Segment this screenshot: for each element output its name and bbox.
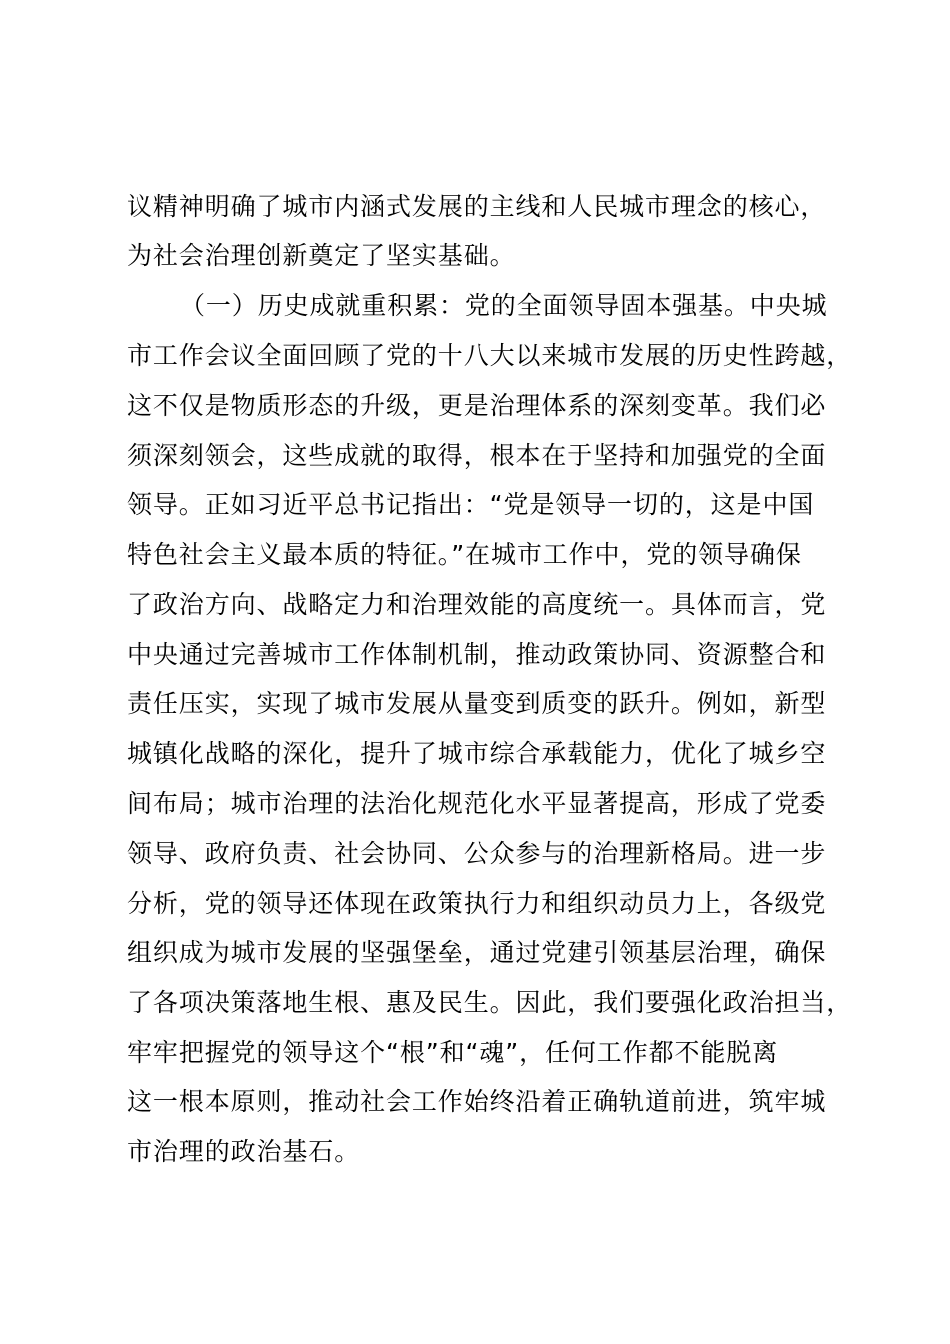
body-text-line: 市治理的政治基石。 xyxy=(127,1137,361,1166)
body-text-line: 分析，党的领导还体现在政策执行力和组织动员力上，各级党 xyxy=(127,889,827,918)
body-text-line: 须深刻领会，这些成就的取得，根本在于坚持和加强党的全面 xyxy=(127,441,827,470)
body-text-line: 了政治方向、战略定力和治理效能的高度统一。具体而言，党 xyxy=(127,590,827,619)
body-text-line: 了各项决策落地生根、惠及民生。因此，我们要强化政治担当， xyxy=(127,988,853,1017)
body-text-line: 城镇化战略的深化，提升了城市综合承载能力，优化了城乡空 xyxy=(127,739,827,768)
body-text-line: 领导、政府负责、社会协同、公众参与的治理新格局。进一步 xyxy=(127,839,827,868)
section-heading-line: （一）历史成就重积累：党的全面领导固本强基。中央城 xyxy=(180,291,828,320)
body-text-line: 牢牢把握党的领导这个“根”和“魂”，任何工作都不能脱离 xyxy=(127,1038,779,1067)
body-text-line: 市工作会议全面回顾了党的十八大以来城市发展的历史性跨越， xyxy=(127,341,853,370)
body-text-line: 这不仅是物质形态的升级，更是治理体系的深刻变革。我们必 xyxy=(127,391,827,420)
body-text-line: 特色社会主义最本质的特征。”在城市工作中，党的领导确保 xyxy=(127,540,802,569)
body-text-line: 间布局；城市治理的法治化规范化水平显著提高，形成了党委 xyxy=(127,789,827,818)
body-text-line: 领导。正如习近平总书记指出：“党是领导一切的，这是中国 xyxy=(127,490,815,519)
body-text-line: 责任压实，实现了城市发展从量变到质变的跃升。例如，新型 xyxy=(127,689,827,718)
body-text-line: 中央通过完善城市工作体制机制，推动政策协同、资源整合和 xyxy=(127,640,827,669)
body-text-line: 这一根本原则，推动社会工作始终沿着正确轨道前进，筑牢城 xyxy=(127,1087,827,1116)
body-text-line: 为社会治理创新奠定了坚实基础。 xyxy=(127,241,516,270)
body-text-line: 组织成为城市发展的坚强堡垒，通过党建引领基层治理，确保 xyxy=(127,938,827,967)
body-text-line: 议精神明确了城市内涵式发展的主线和人民城市理念的核心， xyxy=(127,192,827,221)
